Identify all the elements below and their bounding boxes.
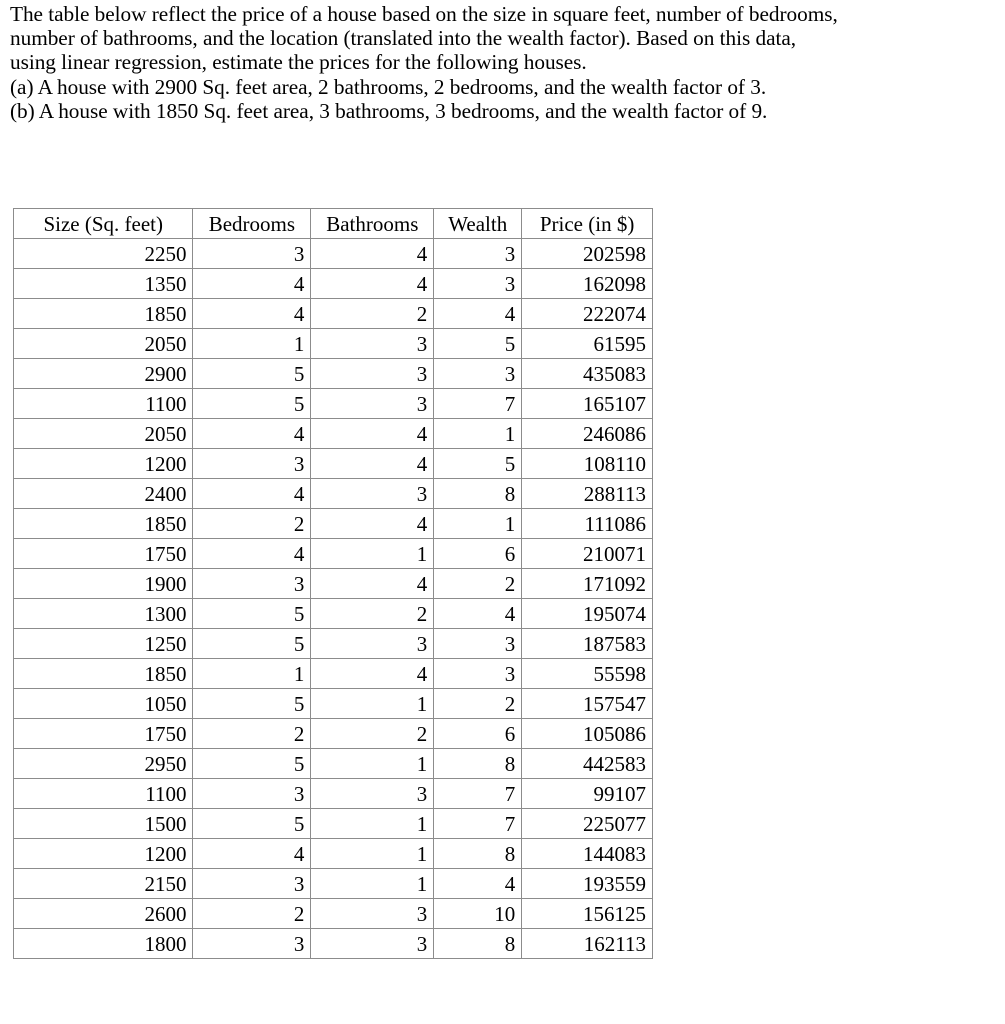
cell-bathrooms: 3 (311, 329, 434, 359)
cell-bathrooms: 2 (311, 299, 434, 329)
cell-wealth: 4 (434, 299, 522, 329)
cell-bathrooms: 3 (311, 389, 434, 419)
table-row (14, 659, 653, 689)
table-row (14, 839, 653, 869)
cell-bedrooms: 5 (193, 629, 311, 659)
cell-price: 246086 (522, 419, 653, 449)
cell-price: 144083 (522, 839, 653, 869)
table-row (14, 719, 653, 749)
cell-bedrooms: 5 (193, 599, 311, 629)
cell-price: 195074 (522, 599, 653, 629)
cell-price: 111086 (522, 509, 653, 539)
cell-bathrooms: 1 (311, 749, 434, 779)
cell-wealth: 3 (434, 629, 522, 659)
cell-size: 1850 (14, 299, 193, 329)
cell-price: 162098 (522, 269, 653, 299)
cell-bedrooms: 2 (193, 719, 311, 749)
cell-wealth: 3 (434, 659, 522, 689)
cell-wealth: 3 (434, 239, 522, 269)
table-body (14, 239, 653, 959)
cell-bathrooms: 4 (311, 569, 434, 599)
cell-wealth: 10 (434, 899, 522, 929)
cell-wealth: 7 (434, 779, 522, 809)
house-price-table (13, 208, 653, 959)
problem-statement (10, 2, 1000, 123)
cell-size: 1100 (14, 389, 193, 419)
cell-price: 187583 (522, 629, 653, 659)
cell-size: 1750 (14, 719, 193, 749)
cell-bedrooms: 5 (193, 359, 311, 389)
cell-bathrooms: 4 (311, 419, 434, 449)
cell-bathrooms: 1 (311, 839, 434, 869)
table-row (14, 449, 653, 479)
cell-bathrooms: 4 (311, 269, 434, 299)
cell-wealth: 1 (434, 419, 522, 449)
problem-line: The table below reflect the price of a house based on the size in square feet, number of bedrooms, (10, 2, 838, 26)
cell-bedrooms: 5 (193, 809, 311, 839)
cell-wealth: 6 (434, 539, 522, 569)
cell-bathrooms: 1 (311, 689, 434, 719)
cell-bathrooms: 3 (311, 779, 434, 809)
cell-bathrooms: 2 (311, 719, 434, 749)
cell-price: 435083 (522, 359, 653, 389)
cell-price: 442583 (522, 749, 653, 779)
cell-bedrooms: 3 (193, 449, 311, 479)
cell-bathrooms: 4 (311, 509, 434, 539)
cell-bedrooms: 2 (193, 899, 311, 929)
cell-wealth: 4 (434, 869, 522, 899)
cell-wealth: 7 (434, 809, 522, 839)
cell-size: 1250 (14, 629, 193, 659)
cell-price: 193559 (522, 869, 653, 899)
cell-size: 1300 (14, 599, 193, 629)
cell-size: 1850 (14, 659, 193, 689)
cell-bedrooms: 4 (193, 419, 311, 449)
cell-size: 1050 (14, 689, 193, 719)
cell-bathrooms: 3 (311, 359, 434, 389)
cell-price: 105086 (522, 719, 653, 749)
cell-bathrooms: 1 (311, 809, 434, 839)
cell-size: 1850 (14, 509, 193, 539)
cell-bedrooms: 5 (193, 689, 311, 719)
cell-bathrooms: 4 (311, 239, 434, 269)
table-row (14, 599, 653, 629)
table-row (14, 689, 653, 719)
table-row (14, 389, 653, 419)
cell-bedrooms: 4 (193, 479, 311, 509)
cell-size: 1900 (14, 569, 193, 599)
cell-bedrooms: 3 (193, 779, 311, 809)
cell-bathrooms: 1 (311, 869, 434, 899)
cell-bedrooms: 3 (193, 239, 311, 269)
cell-bathrooms: 4 (311, 449, 434, 479)
table-row (14, 479, 653, 509)
cell-bedrooms: 5 (193, 389, 311, 419)
cell-wealth: 7 (434, 389, 522, 419)
cell-bathrooms: 3 (311, 929, 434, 959)
cell-size: 2900 (14, 359, 193, 389)
cell-wealth: 2 (434, 569, 522, 599)
cell-bedrooms: 4 (193, 269, 311, 299)
cell-bedrooms: 3 (193, 929, 311, 959)
table-row (14, 329, 653, 359)
header-wealth: Wealth (434, 209, 522, 239)
cell-size: 2250 (14, 239, 193, 269)
table-row (14, 569, 653, 599)
cell-price: 55598 (522, 659, 653, 689)
cell-bedrooms: 4 (193, 299, 311, 329)
cell-price: 165107 (522, 389, 653, 419)
cell-bedrooms: 5 (193, 749, 311, 779)
cell-price: 202598 (522, 239, 653, 269)
header-price: Price (in $) (522, 209, 653, 239)
cell-size: 1800 (14, 929, 193, 959)
cell-price: 99107 (522, 779, 653, 809)
cell-bathrooms: 1 (311, 539, 434, 569)
table-row (14, 869, 653, 899)
cell-price: 61595 (522, 329, 653, 359)
cell-size: 1200 (14, 839, 193, 869)
cell-wealth: 3 (434, 269, 522, 299)
cell-bedrooms: 1 (193, 329, 311, 359)
cell-wealth: 8 (434, 929, 522, 959)
cell-price: 108110 (522, 449, 653, 479)
cell-size: 2950 (14, 749, 193, 779)
cell-price: 171092 (522, 569, 653, 599)
table-row (14, 359, 653, 389)
table-row (14, 509, 653, 539)
question-a: (a) A house with 2900 Sq. feet area, 2 bathrooms, 2 bedrooms, and the wealth factor of 3. (10, 74, 767, 99)
table-row (14, 239, 653, 269)
cell-bathrooms: 3 (311, 479, 434, 509)
cell-bedrooms: 2 (193, 509, 311, 539)
cell-price: 162113 (522, 929, 653, 959)
table-row (14, 779, 653, 809)
cell-size: 2150 (14, 869, 193, 899)
cell-wealth: 6 (434, 719, 522, 749)
cell-wealth: 5 (434, 329, 522, 359)
cell-bedrooms: 3 (193, 569, 311, 599)
cell-bedrooms: 1 (193, 659, 311, 689)
cell-bedrooms: 3 (193, 869, 311, 899)
question-b: (b) A house with 1850 Sq. feet area, 3 bathrooms, 3 bedrooms, and the wealth factor of 9. (10, 98, 768, 123)
table-row (14, 299, 653, 329)
header-bedrooms: Bedrooms (193, 209, 311, 239)
cell-wealth: 2 (434, 689, 522, 719)
cell-price: 156125 (522, 899, 653, 929)
cell-wealth: 1 (434, 509, 522, 539)
cell-size: 2050 (14, 419, 193, 449)
cell-bathrooms: 2 (311, 599, 434, 629)
cell-size: 1350 (14, 269, 193, 299)
cell-price: 288113 (522, 479, 653, 509)
cell-wealth: 5 (434, 449, 522, 479)
cell-size: 1500 (14, 809, 193, 839)
cell-bathrooms: 3 (311, 629, 434, 659)
cell-price: 210071 (522, 539, 653, 569)
table-row (14, 929, 653, 959)
cell-size: 2600 (14, 899, 193, 929)
table-row (14, 269, 653, 299)
table-row (14, 629, 653, 659)
cell-wealth: 3 (434, 359, 522, 389)
table-row (14, 809, 653, 839)
cell-wealth: 8 (434, 749, 522, 779)
table-row (14, 899, 653, 929)
table-row (14, 749, 653, 779)
cell-wealth: 8 (434, 479, 522, 509)
cell-bedrooms: 4 (193, 839, 311, 869)
header-size: Size (Sq. feet) (14, 209, 193, 239)
table-header-row (14, 209, 653, 239)
cell-size: 2400 (14, 479, 193, 509)
table-row (14, 419, 653, 449)
cell-bedrooms: 4 (193, 539, 311, 569)
cell-price: 225077 (522, 809, 653, 839)
cell-wealth: 8 (434, 839, 522, 869)
header-bathrooms: Bathrooms (311, 209, 434, 239)
cell-price: 222074 (522, 299, 653, 329)
cell-price: 157547 (522, 689, 653, 719)
cell-size: 1750 (14, 539, 193, 569)
cell-size: 1200 (14, 449, 193, 479)
problem-line: number of bathrooms, and the location (translated into the wealth factor). Based on this data, (10, 26, 797, 51)
problem-line: using linear regression, estimate the prices for the following houses. (10, 50, 587, 75)
table-row (14, 539, 653, 569)
cell-bathrooms: 4 (311, 659, 434, 689)
cell-wealth: 4 (434, 599, 522, 629)
cell-size: 2050 (14, 329, 193, 359)
cell-bathrooms: 3 (311, 899, 434, 929)
cell-size: 1100 (14, 779, 193, 809)
